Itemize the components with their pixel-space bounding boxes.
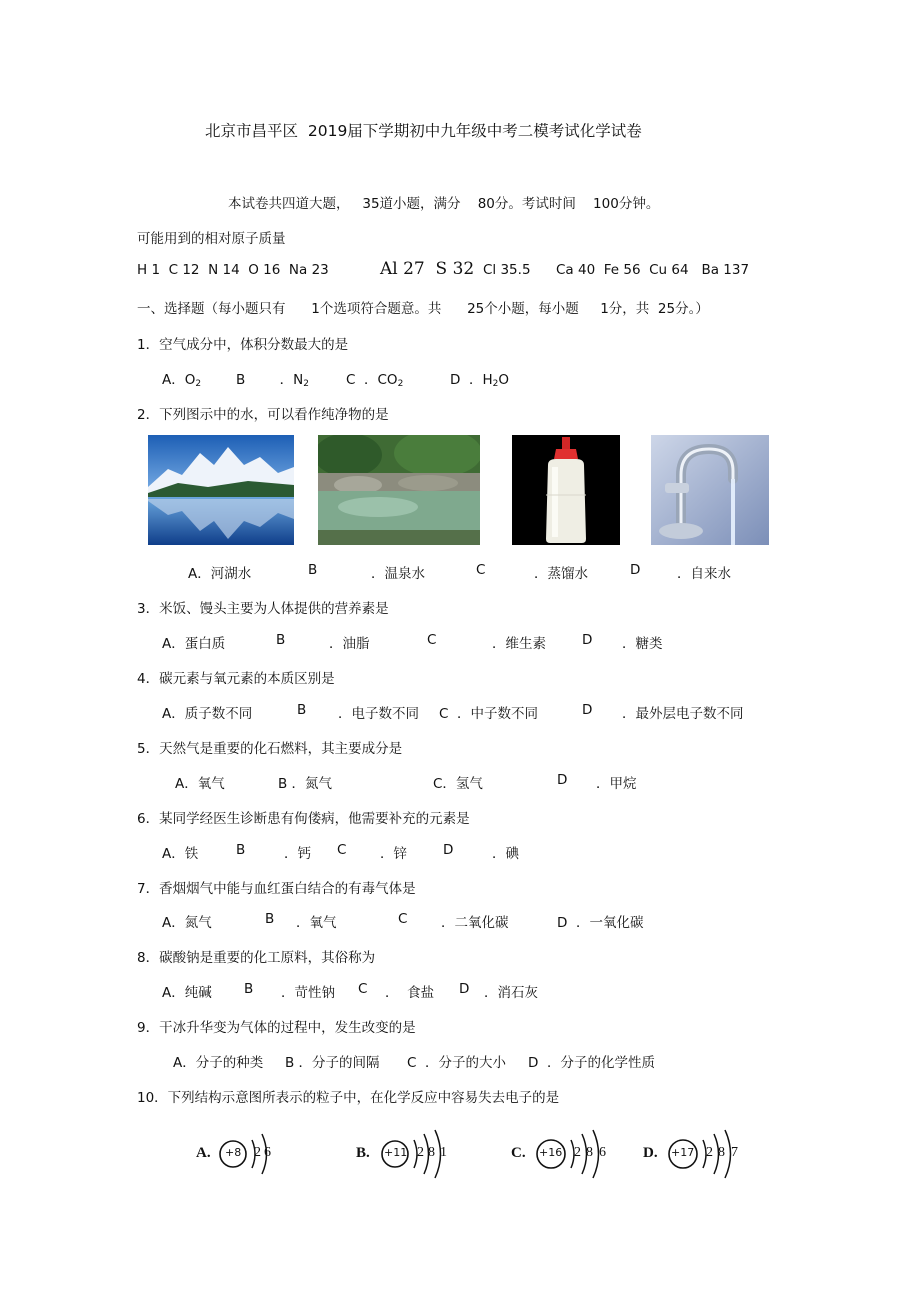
option-d: D [459,981,470,997]
question-stem: 2．下列图示中的水，可以看作纯净物的是 [137,407,389,423]
option-b: B ．分子的间隔 [285,1055,380,1071]
question-stem: 6．某同学经医生诊断患有佝偻病，他需要补充的元素是 [137,811,470,827]
question-stem: 10．下列结构示意图所表示的粒子中，在化学反应中容易失去电子的是 [137,1090,560,1106]
question-stem: 5．天然气是重要的化石燃料，其主要成分是 [137,741,403,757]
option-d: D ．一氧化碳 [557,915,644,931]
option-b-text: ．油脂 [329,636,370,652]
option-c: C [358,981,368,997]
shell-electrons: 8 [718,1145,725,1160]
option-c-text: ． 食盐 [385,985,435,1001]
option-d-text: ．最外层电子数不同 [622,706,744,722]
option-c-text: ．二氧化碳 [441,915,509,931]
option-a: A．河湖水 [188,566,252,582]
option-a: A．质子数不同 [162,706,253,722]
option-b: B ．氮气 [278,776,333,792]
question-stem: 8．碳酸钠是重要的化工原料，其俗称为 [137,950,376,966]
option-b-text: ．苛性钠 [281,985,335,1001]
option-b: B ．$N_2$ [236,372,309,389]
shell-electrons: 2 [574,1145,581,1160]
shell-electrons: 2 [254,1145,261,1160]
option-a: A．铁 [162,846,199,862]
page-title: 北京市昌平区 2019届下学期初中九年级中考二模考试化学试卷 [205,122,642,140]
atom-label: D. [643,1145,658,1161]
option-b-text: ．氧气 [296,915,337,931]
option-b: B [236,842,246,858]
option-a: A．纯碱 [162,985,212,1001]
option-d: D [582,632,593,648]
mass-heading: 可能用到的相对原子质量 [137,231,286,247]
atom-diagram-c [511,1126,621,1182]
option-a: A．分子的种类 [173,1055,264,1071]
option-c: C ．分子的大小 [407,1055,507,1071]
option-c: C [398,911,408,927]
distilled-water-bottle-image [512,435,620,545]
option-c: C [427,632,437,648]
option-b: B [308,562,318,578]
option-c: C．氢气 [433,776,483,792]
option-d-text: ．糖类 [622,636,663,652]
option-d-text: ．甲烷 [596,776,637,792]
shell-electrons: 6 [599,1145,606,1160]
option-c: C ．$CO_2$ [346,372,404,389]
mass-list-2: Al 27 S 32 [380,259,475,279]
shell-electrons: 1 [440,1145,447,1160]
atom-label: C. [511,1145,526,1161]
option-b: B [265,911,275,927]
shell-electrons: 2 [706,1145,713,1160]
option-b: B [244,981,254,997]
option-b: B [297,702,307,718]
question-stem: 9．干冰升华变为气体的过程中，发生改变的是 [137,1020,416,1036]
mass-list-4: Ca 40 Fe 56 Cu 64 Ba 137 [556,262,750,278]
question-stem: 1．空气成分中，体积分数最大的是 [137,337,349,353]
atom-label: A. [196,1145,211,1161]
mass-list-1: H 1 C 12 N 14 O 16 Na 23 [137,262,329,278]
option-d-text: ．自来水 [677,566,731,582]
nucleus-charge: +16 [539,1146,563,1159]
option-a: A．氧气 [175,776,225,792]
nucleus-charge: +11 [384,1146,408,1159]
nucleus-charge: +8 [225,1146,242,1159]
exam-intro: 本试卷共四道大题， 35道小题，满分 80分。考试时间 100分钟。 [228,196,660,212]
atom-diagram-d [643,1126,753,1182]
option-b-text: ．钙 [284,846,311,862]
option-d: D [582,702,593,718]
shell-electrons: 2 [417,1145,424,1160]
section-heading: 一、选择题（每小题只有 1个选项符合题意。共 25个小题，每小题 1分，共 25分。） [137,301,709,317]
option-c-text: ．蒸馏水 [534,566,588,582]
atom-label: B. [356,1145,370,1161]
shell-electrons: 8 [586,1145,593,1160]
question-stem: 3．米饭、馒头主要为人体提供的营养素是 [137,601,389,617]
option-c: C [337,842,347,858]
option-b: B [276,632,286,648]
option-b-text: ．电子数不同 [338,706,419,722]
option-d: D [630,562,641,578]
option-c-text: ．维生素 [492,636,546,652]
option-a: A．$O_2$ [162,372,202,389]
shell-electrons: 8 [428,1145,435,1160]
tap-water-faucet-image [651,435,769,545]
nucleus-charge: +17 [671,1146,695,1159]
option-b-text: ．温泉水 [371,566,425,582]
question-stem: 7．香烟烟气中能与血红蛋白结合的有毒气体是 [137,881,416,897]
hot-spring-image [318,435,480,545]
option-c-text: ．锌 [380,846,407,862]
option-d-text: ．消石灰 [484,985,538,1001]
option-c: C ．中子数不同 [439,706,539,722]
option-d-text: ．碘 [492,846,519,862]
atom-diagram-b [356,1126,466,1182]
option-c: C [476,562,486,578]
shell-electrons: 7 [731,1145,738,1160]
atom-diagram-a [196,1126,296,1182]
option-a: A．蛋白质 [162,636,226,652]
shell-electrons: 6 [264,1145,271,1160]
option-d: D ．$H_2O$ [450,372,510,389]
question-stem: 4．碳元素与氧元素的本质区别是 [137,671,335,687]
option-d: D [443,842,454,858]
option-d: D ．分子的化学性质 [528,1055,655,1071]
mass-list-3: Cl 35.5 [483,262,531,278]
lake-mountain-image [148,435,294,545]
option-a: A．氮气 [162,915,212,931]
option-d: D [557,772,568,788]
